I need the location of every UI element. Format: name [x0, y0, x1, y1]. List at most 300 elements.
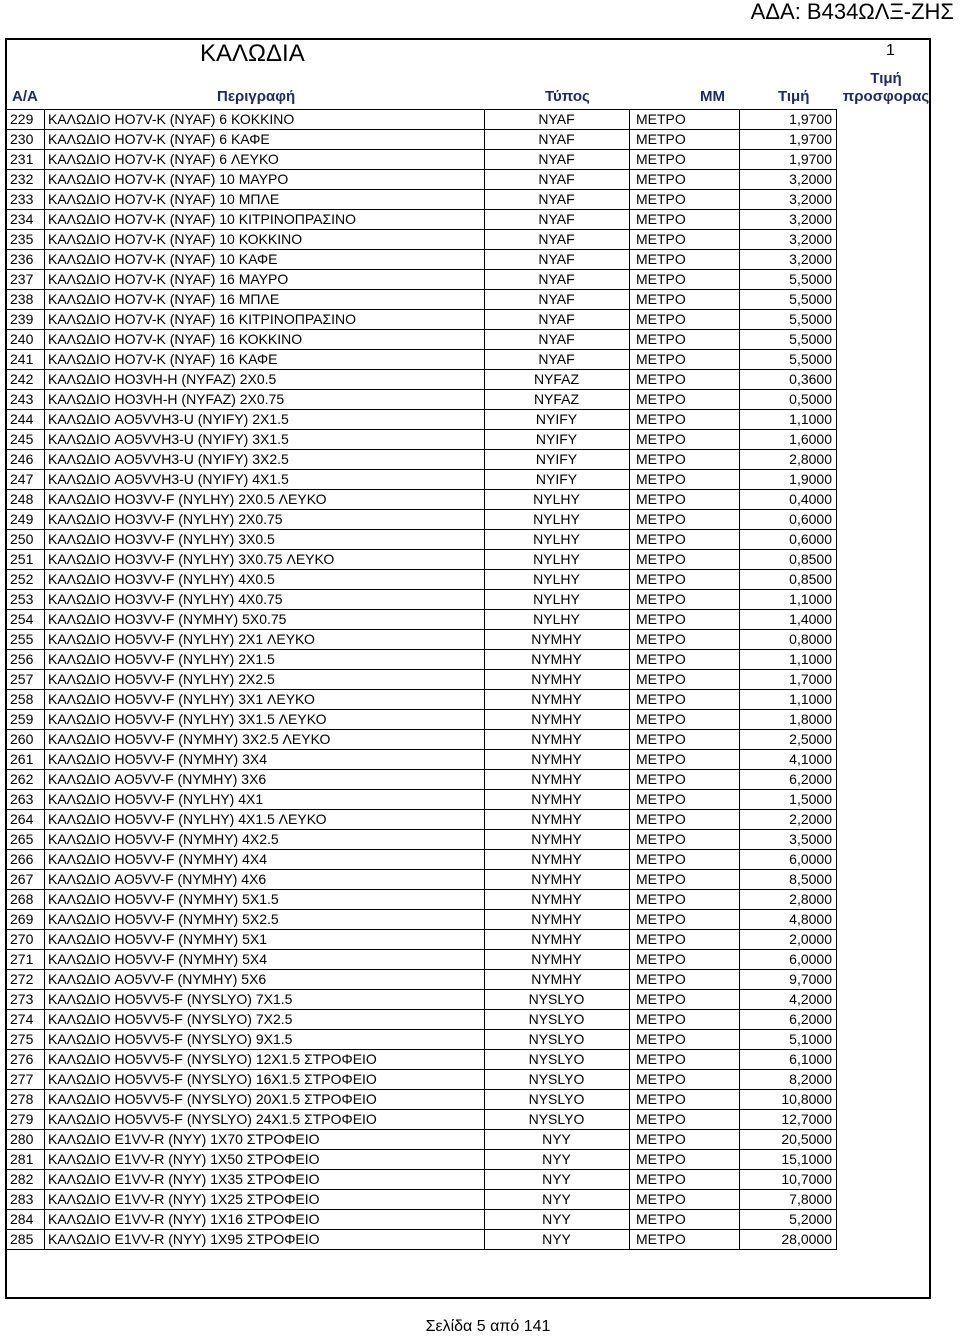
row-price: 0,8500	[740, 550, 837, 570]
row-description: ΚΑΛΩΔΙΟ HO7V-K (NYAF) 16 ΚΙΤΡΙΝΟΠΡΑΣΙΝΟ	[45, 310, 485, 330]
row-type: NYMHY	[485, 650, 630, 670]
row-type: NYMHY	[485, 750, 630, 770]
row-description: ΚΑΛΩΔΙΟ AO5VVH3-U (NYIFY) 2X1.5	[45, 410, 485, 430]
row-number: 251	[7, 550, 45, 570]
row-description: ΚΑΛΩΔΙΟ E1VV-R (NYY) 1X70 ΣΤΡΟΦΕΙΟ	[45, 1130, 485, 1150]
table-row	[7, 1190, 837, 1210]
row-number: 260	[7, 730, 45, 750]
row-price: 1,9000	[740, 470, 837, 490]
row-description: ΚΑΛΩΔΙΟ HO5VV-F (NYMHY) 5X2.5	[45, 910, 485, 930]
table-row	[7, 410, 837, 430]
table-row	[7, 830, 837, 850]
row-price: 0,8500	[740, 570, 837, 590]
row-type: NYLHY	[485, 610, 630, 630]
table-row	[7, 250, 837, 270]
row-type: NYAF	[485, 250, 630, 270]
row-number: 266	[7, 850, 45, 870]
row-number: 258	[7, 690, 45, 710]
header-type: Τύπος	[545, 88, 590, 105]
row-unit: ΜΕΤΡΟ	[630, 710, 740, 730]
row-type: NYY	[485, 1190, 630, 1210]
row-description: ΚΑΛΩΔΙΟ HO3VV-F (NYLHY) 4X0.75	[45, 590, 485, 610]
row-unit: ΜΕΤΡΟ	[630, 870, 740, 890]
row-description: ΚΑΛΩΔΙΟ HO5VV-F (NYLHY) 2X2.5	[45, 670, 485, 690]
table-row	[7, 230, 837, 250]
row-number: 232	[7, 170, 45, 190]
row-type: NYIFY	[485, 430, 630, 450]
row-unit: ΜΕΤΡΟ	[630, 190, 740, 210]
table-row	[7, 270, 837, 290]
row-unit: ΜΕΤΡΟ	[630, 470, 740, 490]
row-description: ΚΑΛΩΔΙΟ E1VV-R (NYY) 1X50 ΣΤΡΟΦΕΙΟ	[45, 1150, 485, 1170]
row-description: ΚΑΛΩΔΙΟ AO5VV-F (NYMHY) 3X6	[45, 770, 485, 790]
row-type: NYLHY	[485, 510, 630, 530]
row-type: NYSLYO	[485, 1030, 630, 1050]
row-type: NYLHY	[485, 490, 630, 510]
table-row	[7, 610, 837, 630]
row-description: ΚΑΛΩΔΙΟ HO5VV-F (NYLHY) 4X1	[45, 790, 485, 810]
row-description: ΚΑΛΩΔΙΟ E1VV-R (NYY) 1X16 ΣΤΡΟΦΕΙΟ	[45, 1210, 485, 1230]
row-number: 270	[7, 930, 45, 950]
row-number: 281	[7, 1150, 45, 1170]
row-price: 3,2000	[740, 230, 837, 250]
row-type: NYAF	[485, 310, 630, 330]
row-type: NYMHY	[485, 690, 630, 710]
row-description: ΚΑΛΩΔΙΟ HO7V-K (NYAF) 6 ΛΕΥΚΟ	[45, 150, 485, 170]
row-description: ΚΑΛΩΔΙΟ AO5VV-F (NYMHY) 5X6	[45, 970, 485, 990]
table-row	[7, 1230, 837, 1250]
row-price: 2,0000	[740, 930, 837, 950]
row-unit: ΜΕΤΡΟ	[630, 1170, 740, 1190]
row-type: NYSLYO	[485, 1050, 630, 1070]
cable-price-table	[6, 109, 837, 1250]
row-unit: ΜΕΤΡΟ	[630, 730, 740, 750]
row-price: 1,9700	[740, 150, 837, 170]
row-number: 257	[7, 670, 45, 690]
table-row	[7, 630, 837, 650]
row-description: ΚΑΛΩΔΙΟ HO7V-K (NYAF) 16 ΜΠΛΕ	[45, 290, 485, 310]
row-price: 1,1000	[740, 690, 837, 710]
row-unit: ΜΕΤΡΟ	[630, 390, 740, 410]
row-description: ΚΑΛΩΔΙΟ HO5VV5-F (NYSLYO) 7X1.5	[45, 990, 485, 1010]
row-unit: ΜΕΤΡΟ	[630, 1210, 740, 1230]
row-type: NYSLYO	[485, 1010, 630, 1030]
row-description: ΚΑΛΩΔΙΟ HO5VV-F (NYMHY) 5X1	[45, 930, 485, 950]
row-unit: ΜΕΤΡΟ	[630, 130, 740, 150]
row-type: NYFAZ	[485, 390, 630, 410]
row-number: 244	[7, 410, 45, 430]
row-unit: ΜΕΤΡΟ	[630, 330, 740, 350]
table-row	[7, 510, 837, 530]
row-type: NYMHY	[485, 670, 630, 690]
row-number: 264	[7, 810, 45, 830]
table-row	[7, 690, 837, 710]
row-price: 15,1000	[740, 1150, 837, 1170]
row-number: 279	[7, 1110, 45, 1130]
row-number: 254	[7, 610, 45, 630]
row-price: 12,7000	[740, 1110, 837, 1130]
row-price: 5,5000	[740, 330, 837, 350]
row-description: ΚΑΛΩΔΙΟ AO5VVH3-U (NYIFY) 3X1.5	[45, 430, 485, 450]
row-unit: ΜΕΤΡΟ	[630, 1050, 740, 1070]
row-number: 259	[7, 710, 45, 730]
row-price: 6,2000	[740, 1010, 837, 1030]
table-row	[7, 130, 837, 150]
table-row	[7, 450, 837, 470]
header-offer-line2: προσφορας	[842, 88, 930, 105]
row-price: 1,7000	[740, 670, 837, 690]
row-number: 271	[7, 950, 45, 970]
row-type: NYMHY	[485, 810, 630, 830]
row-description: ΚΑΛΩΔΙΟ HO3VV-F (NYLHY) 2X0.75	[45, 510, 485, 530]
row-type: NYY	[485, 1150, 630, 1170]
row-price: 1,8000	[740, 710, 837, 730]
row-number: 278	[7, 1090, 45, 1110]
row-description: ΚΑΛΩΔΙΟ HO5VV-F (NYMHY) 4X2.5	[45, 830, 485, 850]
row-unit: ΜΕΤΡΟ	[630, 510, 740, 530]
table-row	[7, 1010, 837, 1030]
row-type: NYMHY	[485, 970, 630, 990]
row-price: 6,2000	[740, 770, 837, 790]
row-unit: ΜΕΤΡΟ	[630, 1130, 740, 1150]
row-unit: ΜΕΤΡΟ	[630, 750, 740, 770]
row-description: ΚΑΛΩΔΙΟ HO5VV-F (NYMHY) 4X4	[45, 850, 485, 870]
row-type: NYAF	[485, 110, 630, 130]
row-number: 252	[7, 570, 45, 590]
row-price: 6,0000	[740, 850, 837, 870]
row-unit: ΜΕΤΡΟ	[630, 1070, 740, 1090]
row-description: ΚΑΛΩΔΙΟ HO3VV-F (NYLHY) 3X0.5	[45, 530, 485, 550]
row-type: NYSLYO	[485, 990, 630, 1010]
row-type: NYY	[485, 1170, 630, 1190]
row-price: 1,5000	[740, 790, 837, 810]
header-offer-price	[838, 70, 934, 106]
row-price: 5,5000	[740, 310, 837, 330]
row-price: 1,9700	[740, 130, 837, 150]
row-price: 3,2000	[740, 250, 837, 270]
row-unit: ΜΕΤΡΟ	[630, 970, 740, 990]
table-row	[7, 730, 837, 750]
row-price: 5,5000	[740, 350, 837, 370]
table-row	[7, 990, 837, 1010]
row-description: ΚΑΛΩΔΙΟ HO5VV-F (NYLHY) 3X1.5 ΛΕΥΚΟ	[45, 710, 485, 730]
row-description: ΚΑΛΩΔΙΟ HO5VV-F (NYLHY) 2X1.5	[45, 650, 485, 670]
row-price: 3,2000	[740, 170, 837, 190]
row-type: NYAF	[485, 210, 630, 230]
row-type: NYAF	[485, 290, 630, 310]
row-number: 248	[7, 490, 45, 510]
row-type: NYSLYO	[485, 1090, 630, 1110]
row-type: NYMHY	[485, 630, 630, 650]
table-row	[7, 1170, 837, 1190]
row-description: ΚΑΛΩΔΙΟ HO7V-K (NYAF) 10 ΚΑΦΕ	[45, 250, 485, 270]
row-description: ΚΑΛΩΔΙΟ HO5VV-F (NYMHY) 3X2.5 ΛΕΥΚΟ	[45, 730, 485, 750]
row-description: ΚΑΛΩΔΙΟ AO5VVH3-U (NYIFY) 3X2.5	[45, 450, 485, 470]
row-price: 1,1000	[740, 590, 837, 610]
row-price: 0,6000	[740, 510, 837, 530]
row-unit: ΜΕΤΡΟ	[630, 770, 740, 790]
row-unit: ΜΕΤΡΟ	[630, 590, 740, 610]
row-type: NYMHY	[485, 950, 630, 970]
row-description: ΚΑΛΩΔΙΟ HO7V-K (NYAF) 10 ΜΠΛΕ	[45, 190, 485, 210]
table-row	[7, 890, 837, 910]
row-unit: ΜΕΤΡΟ	[630, 210, 740, 230]
row-unit: ΜΕΤΡΟ	[630, 110, 740, 130]
row-unit: ΜΕΤΡΟ	[630, 1090, 740, 1110]
row-unit: ΜΕΤΡΟ	[630, 490, 740, 510]
row-description: ΚΑΛΩΔΙΟ HO3VV-F (NYLHY) 3X0.75 ΛΕΥΚΟ	[45, 550, 485, 570]
row-price: 1,6000	[740, 430, 837, 450]
table-body	[7, 110, 837, 1250]
row-unit: ΜΕΤΡΟ	[630, 350, 740, 370]
table-row	[7, 950, 837, 970]
row-unit: ΜΕΤΡΟ	[630, 1150, 740, 1170]
row-number: 285	[7, 1230, 45, 1250]
row-unit: ΜΕΤΡΟ	[630, 530, 740, 550]
table-row	[7, 1030, 837, 1050]
table-row	[7, 550, 837, 570]
row-number: 265	[7, 830, 45, 850]
row-unit: ΜΕΤΡΟ	[630, 650, 740, 670]
row-number: 263	[7, 790, 45, 810]
row-type: NYLHY	[485, 550, 630, 570]
row-description: ΚΑΛΩΔΙΟ HO5VV5-F (NYSLYO) 16X1.5 ΣΤΡΟΦΕΙΟ	[45, 1070, 485, 1090]
row-price: 0,8000	[740, 630, 837, 650]
row-unit: ΜΕΤΡΟ	[630, 1030, 740, 1050]
row-price: 10,8000	[740, 1090, 837, 1110]
row-description: ΚΑΛΩΔΙΟ E1VV-R (NYY) 1X35 ΣΤΡΟΦΕΙΟ	[45, 1170, 485, 1190]
row-price: 2,2000	[740, 810, 837, 830]
row-price: 3,2000	[740, 210, 837, 230]
row-type: NYMHY	[485, 910, 630, 930]
table-row	[7, 710, 837, 730]
table-row	[7, 750, 837, 770]
table-row	[7, 110, 837, 130]
row-price: 2,8000	[740, 450, 837, 470]
table-row	[7, 850, 837, 870]
row-type: NYAF	[485, 350, 630, 370]
table-row	[7, 590, 837, 610]
row-type: NYIFY	[485, 450, 630, 470]
row-price: 20,5000	[740, 1130, 837, 1150]
row-price: 28,0000	[740, 1230, 837, 1250]
row-type: NYLHY	[485, 530, 630, 550]
row-description: ΚΑΛΩΔΙΟ HO5VV-F (NYLHY) 4X1.5 ΛΕΥΚΟ	[45, 810, 485, 830]
table-row	[7, 390, 837, 410]
row-unit: ΜΕΤΡΟ	[630, 170, 740, 190]
row-number: 262	[7, 770, 45, 790]
header-offer-line1: Τιμή	[870, 70, 902, 87]
row-price: 1,4000	[740, 610, 837, 630]
row-description: ΚΑΛΩΔΙΟ HO7V-K (NYAF) 6 ΚΟΚΚΙΝΟ	[45, 110, 485, 130]
row-description: ΚΑΛΩΔΙΟ HO3VV-F (NYLHY) 4X0.5	[45, 570, 485, 590]
table-row	[7, 1070, 837, 1090]
row-unit: ΜΕΤΡΟ	[630, 850, 740, 870]
row-type: NYSLYO	[485, 1110, 630, 1130]
row-price: 8,5000	[740, 870, 837, 890]
row-number: 269	[7, 910, 45, 930]
row-unit: ΜΕΤΡΟ	[630, 270, 740, 290]
table-row	[7, 210, 837, 230]
row-price: 0,6000	[740, 530, 837, 550]
row-type: NYY	[485, 1210, 630, 1230]
row-number: 230	[7, 130, 45, 150]
row-number: 267	[7, 870, 45, 890]
row-unit: ΜΕΤΡΟ	[630, 630, 740, 650]
row-unit: ΜΕΤΡΟ	[630, 890, 740, 910]
row-unit: ΜΕΤΡΟ	[630, 830, 740, 850]
row-number: 283	[7, 1190, 45, 1210]
row-number: 250	[7, 530, 45, 550]
header-aa: Α/Α	[12, 88, 38, 105]
row-number: 245	[7, 430, 45, 450]
row-unit: ΜΕΤΡΟ	[630, 670, 740, 690]
row-price: 5,5000	[740, 290, 837, 310]
row-price: 10,7000	[740, 1170, 837, 1190]
row-description: ΚΑΛΩΔΙΟ HO7V-K (NYAF) 16 ΜΑΥΡΟ	[45, 270, 485, 290]
header-unit: ΜΜ	[700, 88, 725, 105]
row-price: 2,8000	[740, 890, 837, 910]
row-price: 1,9700	[740, 110, 837, 130]
row-type: NYMHY	[485, 830, 630, 850]
row-unit: ΜΕΤΡΟ	[630, 930, 740, 950]
row-unit: ΜΕΤΡΟ	[630, 610, 740, 630]
row-number: 256	[7, 650, 45, 670]
row-number: 274	[7, 1010, 45, 1030]
row-type: NYMHY	[485, 870, 630, 890]
row-description: ΚΑΛΩΔΙΟ HO5VV-F (NYMHY) 5X1.5	[45, 890, 485, 910]
row-type: NYIFY	[485, 410, 630, 430]
row-price: 8,2000	[740, 1070, 837, 1090]
row-number: 240	[7, 330, 45, 350]
row-unit: ΜΕΤΡΟ	[630, 810, 740, 830]
row-description: ΚΑΛΩΔΙΟ HO5VV5-F (NYSLYO) 7X2.5	[45, 1010, 485, 1030]
row-description: ΚΑΛΩΔΙΟ HO5VV-F (NYMHY) 5X4	[45, 950, 485, 970]
row-number: 241	[7, 350, 45, 370]
row-number: 280	[7, 1130, 45, 1150]
row-type: NYAF	[485, 270, 630, 290]
row-unit: ΜΕΤΡΟ	[630, 1190, 740, 1210]
row-description: ΚΑΛΩΔΙΟ HO7V-K (NYAF) 16 ΚΑΦΕ	[45, 350, 485, 370]
row-type: NYAF	[485, 190, 630, 210]
row-type: NYIFY	[485, 470, 630, 490]
row-description: ΚΑΛΩΔΙΟ AO5VV-F (NYMHY) 4X6	[45, 870, 485, 890]
row-price: 2,5000	[740, 730, 837, 750]
row-number: 276	[7, 1050, 45, 1070]
row-price: 3,2000	[740, 190, 837, 210]
row-unit: ΜΕΤΡΟ	[630, 450, 740, 470]
row-unit: ΜΕΤΡΟ	[630, 790, 740, 810]
row-price: 5,5000	[740, 270, 837, 290]
row-description: ΚΑΛΩΔΙΟ HO7V-K (NYAF) 16 ΚΟΚΚΙΝΟ	[45, 330, 485, 350]
header-description: Περιγραφή	[217, 88, 296, 105]
table-row	[7, 330, 837, 350]
table-row	[7, 1050, 837, 1070]
row-description: ΚΑΛΩΔΙΟ HO5VV5-F (NYSLYO) 9X1.5	[45, 1030, 485, 1050]
ada-stamp: ΑΔΑ: Β434ΩΛΞ-ΖΗΣ	[750, 0, 954, 24]
row-type: NYLHY	[485, 590, 630, 610]
table-row	[7, 370, 837, 390]
row-price: 5,1000	[740, 1030, 837, 1050]
table-row	[7, 670, 837, 690]
row-number: 249	[7, 510, 45, 530]
table-row	[7, 1090, 837, 1110]
table-row	[7, 430, 837, 450]
row-description: ΚΑΛΩΔΙΟ HO3VH-H (NYFAZ) 2X0.5	[45, 370, 485, 390]
row-number: 237	[7, 270, 45, 290]
table-row	[7, 150, 837, 170]
table-row	[7, 930, 837, 950]
table-row	[7, 810, 837, 830]
row-type: NYY	[485, 1230, 630, 1250]
table-row	[7, 170, 837, 190]
row-type: NYLHY	[485, 570, 630, 590]
row-number: 231	[7, 150, 45, 170]
table-row	[7, 490, 837, 510]
table-row	[7, 770, 837, 790]
row-number: 243	[7, 390, 45, 410]
row-unit: ΜΕΤΡΟ	[630, 290, 740, 310]
table-row	[7, 350, 837, 370]
row-description: ΚΑΛΩΔΙΟ HO3VV-F (NYLHY) 2X0.5 ΛΕΥΚΟ	[45, 490, 485, 510]
row-number: 242	[7, 370, 45, 390]
row-type: NYAF	[485, 330, 630, 350]
table-row	[7, 1150, 837, 1170]
table-row	[7, 910, 837, 930]
row-number: 239	[7, 310, 45, 330]
row-unit: ΜΕΤΡΟ	[630, 910, 740, 930]
table-row	[7, 570, 837, 590]
row-type: NYFAZ	[485, 370, 630, 390]
row-type: NYAF	[485, 170, 630, 190]
row-price: 7,8000	[740, 1190, 837, 1210]
table-row	[7, 1130, 837, 1150]
row-type: NYY	[485, 1130, 630, 1150]
row-number: 277	[7, 1070, 45, 1090]
row-price: 0,5000	[740, 390, 837, 410]
table-row	[7, 1110, 837, 1130]
row-unit: ΜΕΤΡΟ	[630, 570, 740, 590]
table-row	[7, 870, 837, 890]
row-number: 236	[7, 250, 45, 270]
row-number: 246	[7, 450, 45, 470]
row-number: 247	[7, 470, 45, 490]
row-number: 233	[7, 190, 45, 210]
row-number: 272	[7, 970, 45, 990]
row-description: ΚΑΛΩΔΙΟ E1VV-R (NYY) 1X95 ΣΤΡΟΦΕΙΟ	[45, 1230, 485, 1250]
row-number: 282	[7, 1170, 45, 1190]
row-type: NYMHY	[485, 770, 630, 790]
row-price: 3,5000	[740, 830, 837, 850]
row-unit: ΜΕΤΡΟ	[630, 1110, 740, 1130]
row-price: 5,2000	[740, 1210, 837, 1230]
row-description: ΚΑΛΩΔΙΟ E1VV-R (NYY) 1X25 ΣΤΡΟΦΕΙΟ	[45, 1190, 485, 1210]
row-price: 1,1000	[740, 650, 837, 670]
row-description: ΚΑΛΩΔΙΟ HO5VV5-F (NYSLYO) 12X1.5 ΣΤΡΟΦΕΙΟ	[45, 1050, 485, 1070]
row-unit: ΜΕΤΡΟ	[630, 1010, 740, 1030]
table-row	[7, 470, 837, 490]
page-title: ΚΑΛΩΔΙΑ	[200, 40, 305, 67]
row-price: 4,1000	[740, 750, 837, 770]
row-number: 255	[7, 630, 45, 650]
row-type: NYMHY	[485, 850, 630, 870]
sheet-page-number: 1	[886, 42, 895, 59]
row-price: 4,2000	[740, 990, 837, 1010]
row-number: 275	[7, 1030, 45, 1050]
row-description: ΚΑΛΩΔΙΟ HO7V-K (NYAF) 10 ΜΑΥΡΟ	[45, 170, 485, 190]
row-description: ΚΑΛΩΔΙΟ HO3VV-F (NYMHY) 5X0.75	[45, 610, 485, 630]
table-row	[7, 970, 837, 990]
